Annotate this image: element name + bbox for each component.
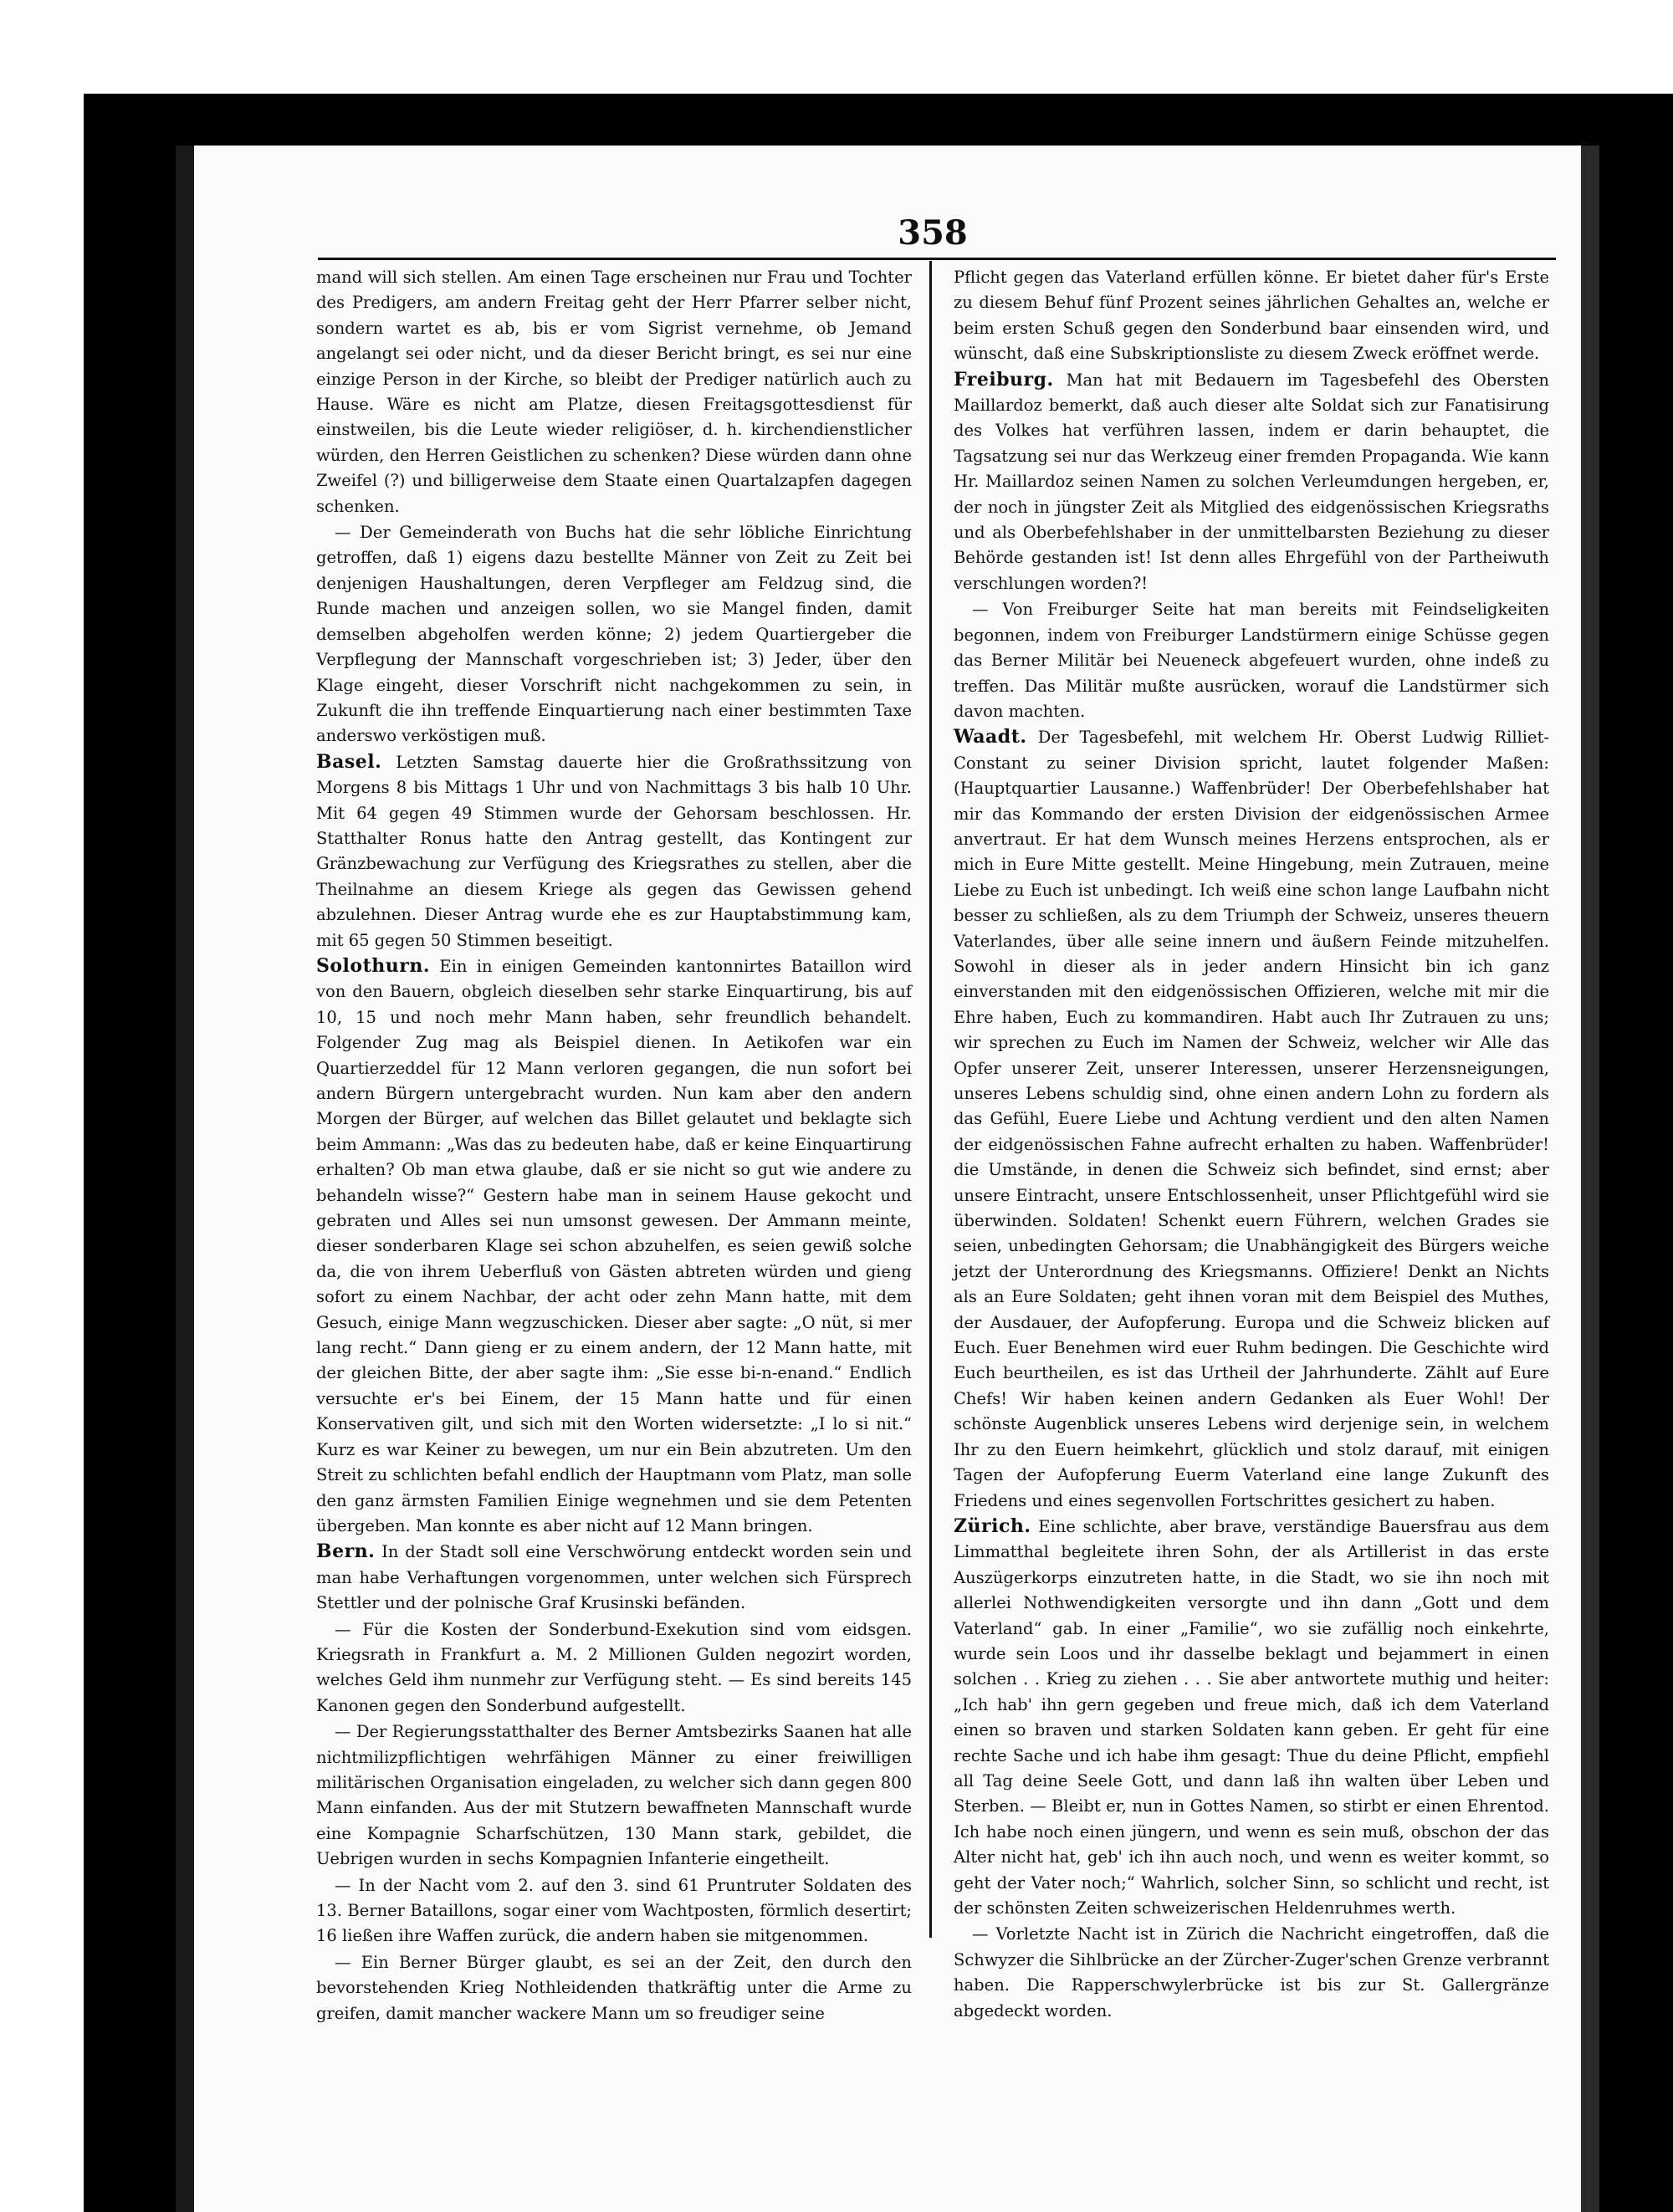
scan-edge-mark	[1614, 1752, 1673, 2020]
left-column	[316, 264, 912, 2026]
article-paragraph	[954, 367, 1549, 597]
header-rule	[318, 258, 1556, 260]
paragraph-text: — Der Regierungsstatthalter des Berner Amtsbezirks Saanen hat alle nichtmilizpflichtigen wehrfähigen Männer zu einer freiwilligen militärischen Organisation eingeladen, zu welcher sich dann gegen 800 Mann einfanden. Aus der mit Stutzern bewaffneten Mannschaft wurde eine Kompagnie Scharfschützen, 130 Mann stark, gebildet, die Uebrigen wurden in sechs Kompagnien Infanterie eingetheilt.	[316, 1722, 912, 1869]
scan-shadow-right	[1581, 146, 1599, 2212]
article-paragraph	[316, 1617, 912, 1719]
paragraph-text: — In der Nacht vom 2. auf den 3. sind 61 Pruntruter Soldaten des 13. Berner Bataillons, sogar einer vom Wachtposten, förmlich desertirt; 16 ließen ihre Waffen zurück, die andern haben sie mitgenommen.	[316, 1875, 912, 1946]
section-head: Waadt.	[954, 726, 1027, 748]
scan-border-left	[84, 94, 176, 2212]
article-paragraph	[316, 1719, 912, 1872]
right-column	[954, 264, 1549, 2024]
article-paragraph	[954, 1921, 1549, 2024]
section-head: Solothurn.	[316, 954, 430, 977]
paragraph-text: — Ein Berner Bürger glaubt, es sei an der Zeit, den durch den bevorstehenden Krieg Nothleidenden thatkräftig unter die Arme zu greifen, damit mancher wackere Mann um so freudiger seine	[316, 1952, 912, 2023]
article-paragraph	[954, 264, 1549, 367]
article-paragraph	[316, 749, 912, 953]
paragraph-text: Man hat mit Bedauern im Tagesbefehl des Obersten Maillardoz bemerkt, daß auch dieser alte Soldat sich zur Fanatisirung des Volkes hat verführen lassen, indem er darin behauptet, die Tagsatzung sei nur das Werkzeug einer fremden Propaganda. Wie kann Hr. Maillardoz seinen Namen zu solchen Verleumdungen hergeben, er, der noch in jüngster Zeit als Mitglied des eidgenössischen Kriegsraths und als Oberbefehlshaber in der unmittelbarsten Beziehung zu dieser Behörde gestanden ist! Ist denn alles Ehrgefühl von der Partheiwuth verschlungen worden?!	[954, 370, 1549, 593]
paragraph-text: — Vorletzte Nacht ist in Zürich die Nachricht eingetroffen, daß die Schwyzer die Sihlbrücke an der Zürcher-Zuger'schen Grenze verbrannt haben. Die Rapperschwylerbrücke ist bis zur St. Gallergränze abgedeckt worden.	[954, 1924, 1549, 2020]
article-paragraph	[954, 724, 1549, 1514]
paragraph-text: Eine schlichte, aber brave, verständige Bauersfrau aus dem Limmatthal begleitete ihren Sohn, der als Artillerist in das erste Auszügerkorps einzutreten hatte, in die Stadt, wo sie ihn noch mit allerlei Nothwendigkeiten versorgte und ihn dann „Gott und dem Vaterland“ gab. In einer „Familie“, wo sie zufällig noch einkehrte, wurde sein Loos und ihr dasselbe beklagt und bejammert in einen solchen . . Krieg zu ziehen . . . Sie aber antwortete muthig und heiter: „Ich hab' ihn gern gegeben und freue mich, daß ich dem Vaterland einen so braven und starken Soldaten kann geben. Er geht für eine rechte Sache und ich habe ihm gesagt: Thue du deine Pflicht, empfiehl all Tag deine Seele Gott, und dann laß ihn walten über Leben und Sterben. — Bleibt er, nun in Gottes Namen, so stirbt er einen Ehrentod. Ich habe noch einen jüngern, und wenn es sein muß, obschon der das Alter nicht hat, geb' ich ihn auch noch, und wenn es weiter kommt, so geht der Vater noch;“ Wahrlich, solcher Sinn, so schlicht und recht, ist der schönsten Zeiten schweizerischen Heldenruhmes werth.	[954, 1516, 1549, 1918]
article-paragraph	[954, 1514, 1549, 1922]
article-paragraph	[316, 1949, 912, 2026]
paragraph-text: — Der Gemeinderath von Buchs hat die sehr löbliche Einrichtung getroffen, daß 1) eigens dazu bestellte Männer von Zeit zu Zeit bei denjenigen Haushaltungen, deren Verpfleger am Feldzug sind, die Runde machen und anzeigen sollen, wo sie Mangel finden, damit demselben abgeholfen werden könne; 2) jedem Quartiergeber die Verpflegung der Mannschaft vorgeschrieben ist; 3) Jeder, über den Klage eingeht, dieser Vorschrift nicht nachgekommen zu sein, in Zukunft die ihn treffende Einquartierung nach einer bestimmten Taxe anderswo verköstigen muß.	[316, 523, 912, 746]
section-head: Zürich.	[954, 1515, 1031, 1537]
paragraph-text: Letzten Samstag dauerte hier die Großrathssitzung von Morgens 8 bis Mittags 1 Uhr und von Nachmittags 3 bis halb 10 Uhr. Mit 64 gegen 49 Stimmen wurde der Gehorsam beschlossen. Hr. Statthalter Ronus hatte den Antrag gestellt, das Kontingent zur Gränzbewachung zur Verfügung des Kriegsrathes zu stellen, aber die Theilnahme an diesem Kriege als gegen das Gewissen gehend abzulehnen. Dieser Antrag wurde ehe es zur Hauptabstimmung kam, mit 65 gegen 50 Stimmen beseitigt.	[316, 752, 912, 950]
article-paragraph	[316, 953, 912, 1539]
article-paragraph	[954, 596, 1549, 724]
section-head: Basel.	[316, 750, 382, 773]
paragraph-text: Pflicht gegen das Vaterland erfüllen könne. Er bietet daher für's Erste zu diesem Behuf fünf Prozent seines jährlichen Gehaltes an, welche er beim ersten Schuß gegen den Sonderbund baar einsenden wird, und wünscht, daß eine Subskriptionsliste zu diesem Zweck eröffnet werde.	[954, 268, 1549, 364]
paragraph-text: — Für die Kosten der Sonderbund-Exekution sind vom eidsgen. Kriegsrath in Frankfurt a. M. 2 Millionen Gulden negozirt worden, welches Geld ihm nunmehr zur Verfügung steht. — Es sind bereits 145 Kanonen gegen den Sonderbund aufgestellt.	[316, 1619, 912, 1715]
article-paragraph	[316, 1872, 912, 1949]
article-paragraph	[316, 264, 912, 519]
article-paragraph	[316, 1539, 912, 1616]
scan-border-top	[84, 94, 1673, 146]
paragraph-text: Der Tagesbefehl, mit welchem Hr. Oberst Ludwig Rilliet-Constant zu seiner Division spricht, lautet folgender Maßen: (Hauptquartier Lausanne.) Waffenbrüder! Der Oberbefehlshaber hat mir das Kommando der ersten Division der eidgenössischen Armee anvertraut. Er hat dem Wunsch meines Herzens entsprochen, als er mich in Eure Mitte gestellt. Meine Hingebung, mein Zutrauen, meine Liebe zu Euch ist unbedingt. Ich weiß eine schon lange Laufbahn nicht besser zu schließen, als zu dem Triumph der Schweiz, unseres theuern Vaterlandes, über alle seine innern und äußern Feinde mitzuhelfen. Sowohl in dieser als in jeder andern Hinsicht bin ich ganz einverstanden mit den eidgenössischen Offizieren, welche mit mir die Ehre haben, Euch zu kommandiren. Habt auch Ihr Zutrauen zu uns; wir sprechen zu Euch im Namen der Schweiz, welcher wir Alle das Opfer unserer Zeit, unserer Interessen, unserer Herzensneigungen, unseres Lebens schuldig sind, ohne einen andern Lohn zu fordern als das Gefühl, Euere Liebe und Achtung verdient und den alten Namen der eidgenössischen Fahne aufrecht erhalten zu haben. Waffenbrüder! die Umstände, in denen die Schweiz sich befindet, sind ernst; aber unsere Eintracht, unsere Entschlossenheit, unser Pflichtgefühl wird sie überwinden. Soldaten! Schenkt euern Führern, welchen Grades sie seien, unbedingten Gehorsam; die Unabhängigkeit des Bürgers weiche jetzt der Unterordnung des Kriegsmanns. Offiziere! Denkt an Nichts als an Eure Soldaten; geht ihnen voran mit dem Beispiel des Muthes, der Ausdauer, der Aufopferung. Europa und die Schweiz blicken auf Euch. Euer Benehmen wird euer Ruhm bedingen. Die Geschichte wird Euch beurtheilen, es ist das Urtheil der Jahrhunderte. Zählt auf Eure Chefs! Wir haben keinen andern Gedanken als Euer Wohl! Der schönste Augenblick unseres Lebens wird derjenige sein, in welchem Ihr zu den Euern heimkehrt, glücklich und stolz darauf, mit einigen Tagen der Aufopferung Euerm Vaterland eine lange Zukunft des Friedens und eines segenvollen Fortschrittes gesichert zu haben.	[954, 728, 1549, 1510]
section-head: Freiburg.	[954, 368, 1054, 391]
scan-shadow-left	[176, 146, 194, 2212]
article-paragraph	[316, 519, 912, 749]
paragraph-text: In der Stadt soll eine Verschwörung entdeckt worden sein und man habe Verhaftungen vorgenommen, unter welchen sich Fürsprech Stettler und der polnische Graf Krusinski befänden.	[316, 1542, 912, 1613]
paragraph-text: — Von Freiburger Seite hat man bereits mit Feindseligkeiten begonnen, indem von Freiburger Landstürmern einige Schüsse gegen das Berner Militär bei Neueneck abgefeuert wurden, ohne indeß zu treffen. Das Militär mußte ausrücken, worauf die Landstürmer sich davon machten.	[954, 600, 1549, 721]
section-head: Bern.	[316, 1540, 376, 1563]
paragraph-text: Ein in einigen Gemeinden kantonnirtes Bataillon wird von den Bauern, obgleich dieselben sehr starke Einquartirung, bis auf 10, 15 und noch mehr Mann haben, sehr freundlich behandelt. Folgender Zug mag als Beispiel dienen. In Aetikofen war ein Quartierzeddel für 12 Mann verloren gegangen, die nun sofort bei andern Bürgern untergebracht wurden. Nun kam aber den andern Morgen der Bürger, auf welchen das Billet gelautet und beklagte sich beim Ammann: „Was das zu bedeuten habe, daß er keine Einquartirung erhalten? Ob man etwa glaube, daß er sie nicht so gut wie andere zu behandeln wisse?“ Gestern habe man in seinem Hause gekocht und gebraten und Alles sei nun umsonst gewesen. Der Ammann meinte, dieser sonderbaren Klage sei schon abzuhelfen, es seien gewiß solche da, die von ihrem Ueberfluß von Gästen abtreten würden und gieng sofort zu einem Nachbar, der acht oder zehn Mann hatte, mit dem Gesuch, einige Mann wegzuschicken. Dieser aber sagte: „O nüt, si mer lang recht.“ Dann gieng er zu einem andern, der 12 Mann hatte, mit der gleichen Bitte, der aber sagte ihm: „Sie esse bi-n-enand.“ Endlich versuchte er's bei Einem, der 15 Mann hatte und für einen Konservativen gilt, und sich mit den Worten widersetzte: „I lo si nit.“ Kurz es war Keiner zu bewegen, um nur ein Bein abzutreten. Um den Streit zu schlichten befahl endlich der Hauptmann vom Platz, man solle den ganz ärmsten Familien Einige wegnehmen und sie dem Petenten übergeben. Man konnte es aber nicht auf 12 Mann bringen.	[316, 956, 912, 1535]
page-number: 358	[898, 213, 968, 253]
column-divider	[929, 261, 932, 1938]
paragraph-text: mand will sich stellen. Am einen Tage erscheinen nur Frau und Tochter des Predigers, am andern Freitag geht der Herr Pfarrer selber nicht, sondern wartet es ab, bis er vom Sigrist vernehme, ob Jemand angelangt sei oder nicht, und da dieser Bericht bringt, es sei nur eine einzige Person in der Kirche, so bleibt der Prediger natürlich auch zu Hause. Wäre es nicht am Platze, diesen Freitagsgottesdienst für einstweilen, bis die Leute wieder religiöser, d. h. kirchendienstlicher würden, den Herren Geistlichen zu schenken? Diese würden dann ohne Zweifel (?) und billigerweise dem Staate einen Quartalzapfen dagegen schenken.	[316, 268, 912, 516]
